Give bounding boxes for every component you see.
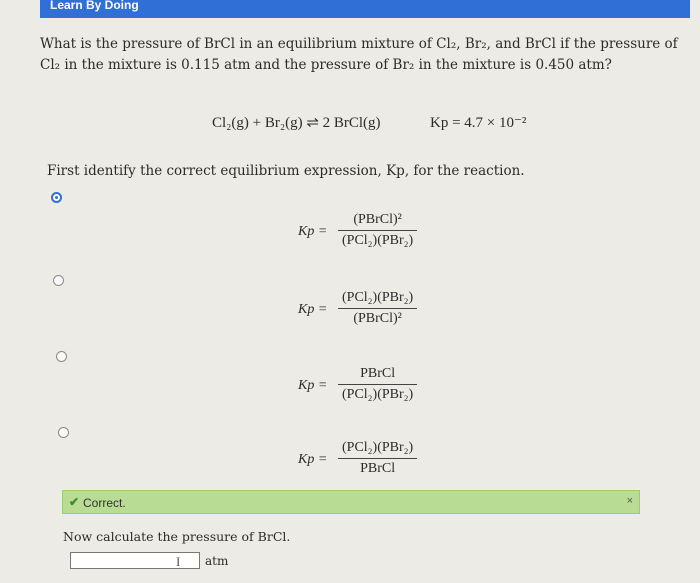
option-2-expression[interactable] — [298, 290, 458, 340]
option-3-radio[interactable] — [56, 351, 67, 362]
option-3-expression[interactable] — [298, 366, 458, 416]
pressure-answer-input[interactable] — [70, 552, 200, 569]
kp-value: Kp = 4.7 × 10⁻² — [430, 115, 527, 131]
option-3-lhs: Kp = — [298, 378, 328, 393]
option-3-denominator: (PCl₂)(PBr₂) — [342, 387, 414, 402]
next-step-prompt: Now calculate the pressure of BrCl. — [63, 529, 291, 544]
option-4-expression[interactable] — [298, 440, 458, 490]
option-1-expression[interactable] — [298, 212, 458, 262]
expression-prompt: First identify the correct equilibrium expression, Kp, for the reaction. — [47, 163, 525, 179]
option-1-lhs: Kp = — [298, 224, 328, 239]
header-title: Learn By Doing — [50, 0, 139, 12]
option-1-radio[interactable] — [51, 192, 62, 203]
checkmark-icon: ✔ — [69, 495, 80, 509]
option-4-fraction — [338, 440, 417, 477]
close-icon[interactable]: × — [626, 495, 633, 507]
reaction-equation — [212, 113, 592, 137]
option-2-numerator: (PCl₂)(PBr₂) — [342, 290, 414, 305]
option-1-fraction — [338, 212, 417, 249]
option-4-numerator: (PCl₂)(PBr₂) — [342, 440, 414, 455]
text-cursor-icon: I — [176, 554, 181, 569]
option-4-radio[interactable] — [58, 427, 69, 438]
option-4-denominator: PBrCl — [360, 461, 396, 476]
unit-label: atm — [205, 554, 229, 568]
header-bar — [40, 0, 690, 18]
option-3-numerator: PBrCl — [360, 366, 396, 381]
option-2-fraction — [338, 290, 417, 327]
option-2-radio[interactable] — [53, 275, 64, 286]
option-1-numerator: (PBrCl)² — [353, 212, 402, 227]
equation-text: Cl₂(g) + Br₂(g) ⇌ 2 BrCl(g) — [212, 115, 381, 131]
option-1-denominator: (PCl₂)(PBr₂) — [342, 233, 414, 248]
question-text: What is the pressure of BrCl in an equilibrium mixture of Cl₂, Br₂, and BrCl if the pressure of Cl₂ in the mixture is 0.115 atm and the pressure of Br₂ in the mixture is 0.450 atm? — [40, 36, 678, 73]
option-2-lhs: Kp = — [298, 302, 328, 317]
feedback-banner — [62, 490, 640, 514]
option-2-denominator: (PBrCl)² — [353, 311, 402, 326]
feedback-message: Correct. — [83, 496, 126, 510]
option-4-lhs: Kp = — [298, 452, 328, 467]
option-3-fraction — [338, 366, 417, 403]
